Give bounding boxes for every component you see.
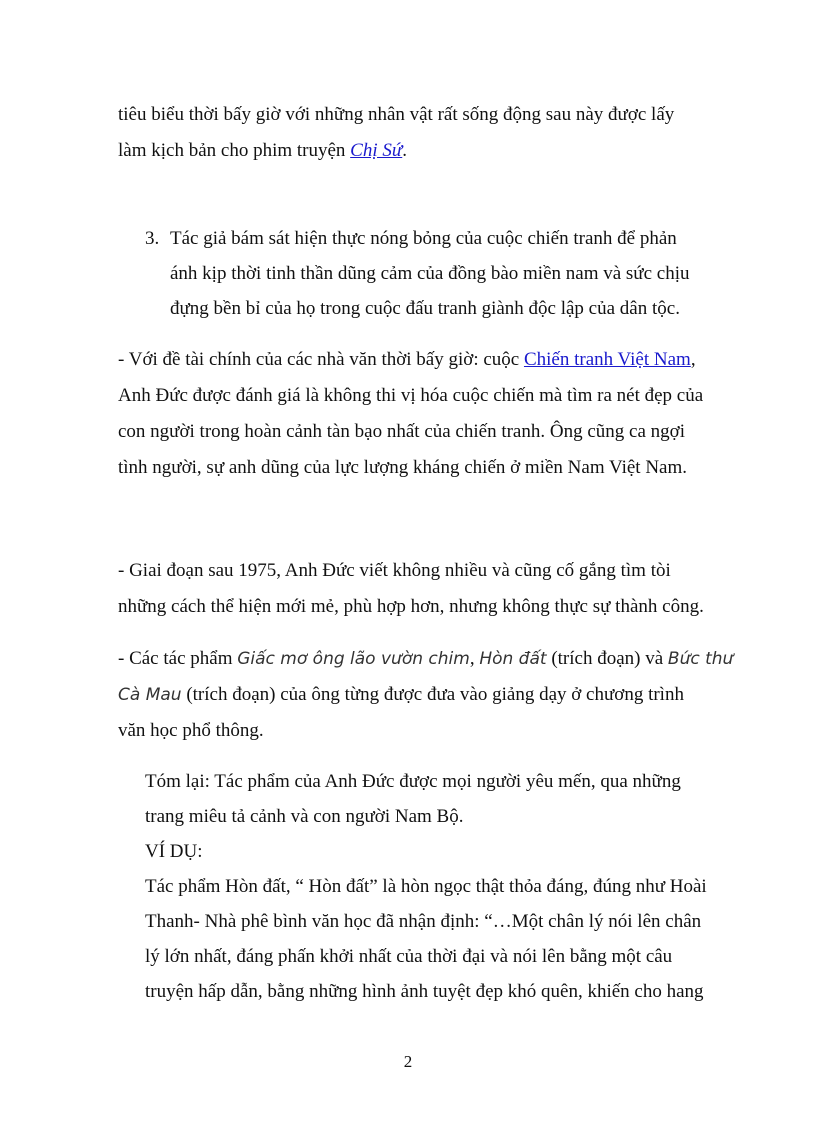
paragraph-after-1975 (118, 553, 708, 625)
text-line: con người trong hoàn cảnh tàn bạo nhất của chiến tranh. Ông cũng ca ngợi (118, 421, 685, 442)
work-title: Bức thư (667, 649, 734, 669)
paragraph-theme (118, 342, 708, 486)
paragraph-top (118, 97, 708, 169)
work-title: Cà Mau (118, 685, 182, 705)
text-line: tiêu biểu thời bấy giờ với những nhân vật rất sống động sau này được lấy (118, 104, 675, 125)
text-segment: , (469, 648, 480, 669)
list-number: 3. (145, 228, 160, 249)
text-line: lý lớn nhất, đáng phấn khởi nhất của thời đại và nói lên bằng một câu (145, 946, 673, 967)
text-line: Tác phẩm Hòn đất, “ Hòn đất” là hòn ngọc thật thỏa đáng, đúng như Hoài (145, 876, 707, 897)
text-segment: (trích đoạn) và (546, 648, 668, 669)
numbered-item-3 (145, 221, 705, 326)
text-segment: làm kịch bản cho phim truyện (118, 140, 351, 161)
text-line (118, 641, 734, 677)
work-title: Giấc mơ ông lão vườn chim (237, 649, 470, 669)
text-segment: (trích đoạn) của ông từng được đưa vào giảng dạy ở chương trình (181, 684, 684, 705)
text-line: trang miêu tả cảnh và con người Nam Bộ. (145, 806, 464, 827)
text-segment: - Với đề tài chính của các nhà văn thời bấy giờ: cuộc (118, 349, 524, 370)
text-line: truyện hấp dẫn, bằng những hình ảnh tuyệt đẹp khó quên, khiến cho hang (145, 981, 704, 1002)
text-line: Thanh- Nhà phê bình văn học đã nhận định: “…Một chân lý nói lên chân (145, 911, 702, 932)
text-line (118, 342, 708, 378)
text-segment: - Các tác phẩm (118, 648, 238, 669)
text-line: Anh Đức được đánh giá là không thi vị hóa cuộc chiến mà tìm ra nét đẹp của (118, 385, 704, 406)
text-line: tình người, sự anh dũng của lực lượng kháng chiến ở miền Nam Việt Nam. (118, 457, 688, 478)
paragraph-works (118, 641, 734, 749)
page-number: 2 (403, 1052, 413, 1071)
text-line: đựng bền bỉ của họ trong cuộc đấu tranh giành độc lập của dân tộc. (170, 298, 680, 319)
chien-tranh-viet-nam-link[interactable]: Chiến tranh Việt Nam (523, 349, 691, 370)
work-title: Hòn đất (479, 649, 547, 669)
text-line: văn học phổ thông. (118, 720, 264, 741)
text-line (118, 133, 708, 169)
text-line (118, 677, 708, 713)
text-line: những cách thể hiện mới mẻ, phù hợp hơn, nhưng không thực sự thành công. (118, 596, 704, 617)
text-segment: , (690, 349, 696, 370)
text-line: - Giai đoạn sau 1975, Anh Đức viết không nhiều và cũng cố gắng tìm tòi (118, 560, 671, 581)
chi-su-link[interactable]: Chị Sứ (350, 140, 403, 161)
text-segment: . (402, 140, 407, 161)
paragraph-summary (145, 764, 705, 1009)
text-line: Tác giả bám sát hiện thực nóng bỏng của cuộc chiến tranh để phản (170, 228, 677, 249)
text-line: Tóm lại: Tác phẩm của Anh Đức được mọi người yêu mến, qua những (145, 771, 681, 792)
text-line: ánh kịp thời tinh thần dũng cảm của đồng bào miền nam và sức chịu (170, 263, 690, 284)
example-heading: VÍ DỤ: (145, 841, 203, 862)
